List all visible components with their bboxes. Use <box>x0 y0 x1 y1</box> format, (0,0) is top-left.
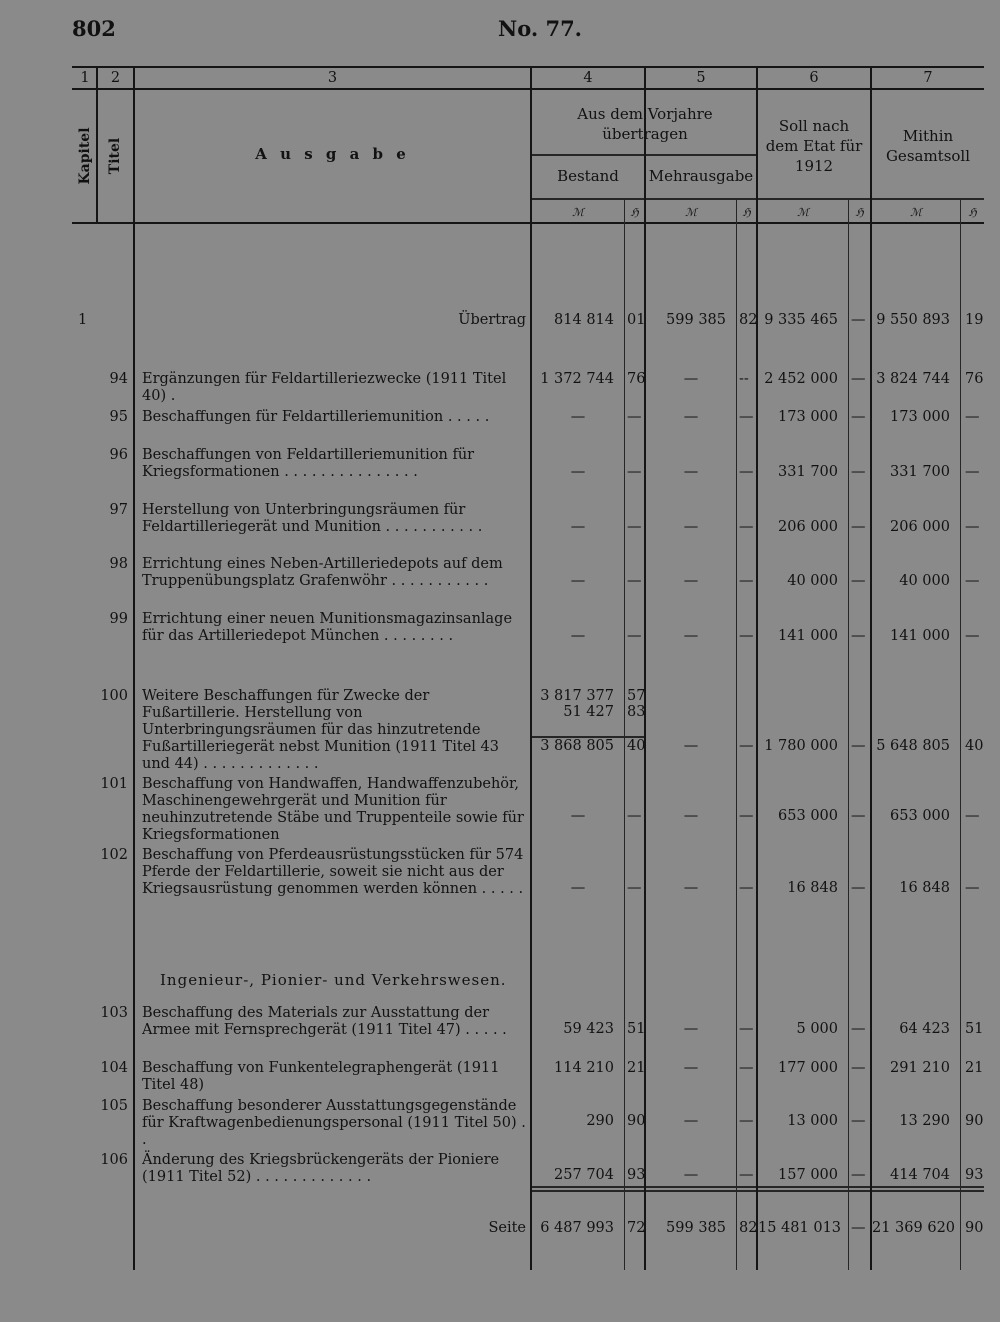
row-99-gesamt-pf: — <box>965 628 980 644</box>
row-101-mehr: — <box>683 808 699 824</box>
row-94-bestand-pf: 76 <box>627 371 646 387</box>
row-100-gesamt: 5 648 805 <box>876 738 950 754</box>
row-94-gesamt-pf: 76 <box>965 371 984 387</box>
column-number-rule <box>72 88 984 90</box>
pf-rule-5 <box>736 198 737 1270</box>
row-95-gesamt-pf: — <box>965 409 980 425</box>
uebertrag-mehr: 599 385 <box>666 312 726 328</box>
table-top-rule <box>72 66 984 68</box>
row-95-mehr: — <box>683 409 699 425</box>
col-rule-3 <box>530 66 532 1270</box>
row-96-gesamt: 331 700 <box>890 464 950 480</box>
colnum-5: 5 <box>696 70 706 86</box>
row-94-bestand: 1 372 744 <box>540 371 614 387</box>
row-98-mehr-pf: — <box>739 573 754 589</box>
row-104-text: Beschaffung von Funkentelegraphengerät (1911 Titel 48) <box>142 1060 500 1093</box>
row-99-bestand-pf: — <box>627 628 642 644</box>
row-102-text: Beschaffung von Pferdeausrüstungsstücken für 574 Pferde der Feldartillerie, soweit sie nicht aus der Kriegsausrüstung genommen werden können . . . . . <box>142 847 524 897</box>
row-94-soll: 2 452 000 <box>764 371 838 387</box>
seite-bestand-pf: 72 <box>627 1220 646 1236</box>
row-104-titel: 104 <box>100 1060 128 1076</box>
row-106-gesamt: 414 704 <box>890 1167 950 1183</box>
row-105-bestand: 290 <box>586 1113 614 1129</box>
row-95-gesamt: 173 000 <box>890 409 950 425</box>
row-104-bestand: 114 210 <box>554 1060 614 1076</box>
row-96-bestand: — <box>570 464 586 480</box>
row-102-titel: 102 <box>100 847 128 863</box>
col-rule-1 <box>96 66 98 222</box>
row-97-text: Herstellung von Unterbringungsräumen für Feldartilleriegerät und Munition . . . . . . . . . . . <box>142 502 483 535</box>
row-106-bestand-pf: 93 <box>627 1167 646 1183</box>
col-rule-6 <box>870 66 872 1270</box>
row-104-mehr-pf: — <box>739 1060 754 1076</box>
unit-pf-7: ℌ <box>968 206 977 219</box>
row-100-bestand-b-pf: 83 <box>627 704 646 720</box>
row-99-soll: 141 000 <box>778 628 838 644</box>
col-rule-5 <box>756 66 758 1270</box>
col-rule-4 <box>644 66 646 1270</box>
header-titel: Titel <box>107 137 123 175</box>
sum-rule <box>532 1186 984 1188</box>
row-97-mehr: — <box>683 519 699 535</box>
row-104-soll-pf: — <box>851 1060 866 1076</box>
pf-rule-7 <box>960 198 961 1270</box>
row-106-text: Änderung des Kriegsbrückengeräts der Pioniere (1911 Titel 52) . . . . . . . . . . . . . <box>142 1152 500 1185</box>
row-102-gesamt: 16 848 <box>899 880 950 896</box>
row-103-text: Beschaffung des Materials zur Ausstattung der Armee mit Fernsprechgerät (1911 Titel 47) . . . . . <box>142 1005 507 1038</box>
row-98-text: Errichtung eines Neben-Artilleriedepots auf dem Truppenübungsplatz Grafenwöhr . . . . . . . . . . . <box>142 556 503 589</box>
row-96-text: Beschaffungen von Feldartilleriemunition für Kriegsformationen . . . . . . . . . . . . . . . <box>142 447 475 480</box>
unit-mark-5: ℳ <box>685 206 697 219</box>
row-96-soll-pf: — <box>851 464 866 480</box>
row-96-gesamt-pf: — <box>965 464 980 480</box>
pf-rule-6 <box>848 198 849 1270</box>
header-mehrausgabe: Mehrausgabe <box>648 167 754 185</box>
row-94-soll-pf: — <box>851 371 866 387</box>
row-101-gesamt: 653 000 <box>890 808 950 824</box>
row-105-soll-pf: — <box>851 1113 866 1129</box>
row-105-gesamt-pf: 90 <box>965 1113 984 1129</box>
row-100-mehr: — <box>683 738 699 754</box>
col-rule-2 <box>133 66 135 1270</box>
row-102-bestand: — <box>570 880 586 896</box>
pf-rule-4 <box>624 198 625 1270</box>
unit-pf-5: ℌ <box>742 206 751 219</box>
row-100-bestand-b: 51 427 <box>563 704 614 720</box>
row-100-soll-pf: — <box>851 738 866 754</box>
seite-mehr: 599 385 <box>666 1220 726 1236</box>
row-101-soll-pf: — <box>851 808 866 824</box>
row-102-soll: 16 848 <box>787 880 838 896</box>
row-96-soll: 331 700 <box>778 464 838 480</box>
row-94-mehr-pf: -- <box>739 371 749 387</box>
row-96-bestand-pf: — <box>627 464 642 480</box>
row-105-gesamt: 13 290 <box>899 1113 950 1129</box>
row-105-text: Beschaffung besonderer Ausstattungsgegenstände für Kraftwagenbedienungspersonal (1911 Titel 50) . . <box>142 1098 526 1148</box>
row-97-bestand-pf: — <box>627 519 642 535</box>
seite-soll-pf: — <box>851 1220 866 1236</box>
unit-pf-6: ℌ <box>855 206 864 219</box>
row-95-mehr-pf: — <box>739 409 754 425</box>
row-99-gesamt: 141 000 <box>890 628 950 644</box>
row-100-gesamt-pf: 40 <box>965 738 984 754</box>
header-mithin: Mithin Gesamtsoll <box>885 127 971 165</box>
row-96-mehr-pf: — <box>739 464 754 480</box>
row-99-mehr: — <box>683 628 699 644</box>
uebertrag-mehr-pf: 82 <box>739 312 758 328</box>
row-98-gesamt: 40 000 <box>899 573 950 589</box>
row-106-mehr: — <box>683 1167 699 1183</box>
uebertrag-gesamt: 9 550 893 <box>876 312 950 328</box>
uebertrag-bestand-pf: 01 <box>627 312 646 328</box>
colnum-1: 1 <box>80 70 90 86</box>
row-97-gesamt: 206 000 <box>890 519 950 535</box>
row-106-titel: 106 <box>100 1152 128 1168</box>
row-98-gesamt-pf: — <box>965 573 980 589</box>
row-100-soll: 1 780 000 <box>764 738 838 754</box>
unit-mark-4: ℳ <box>572 206 584 219</box>
row-104-gesamt: 291 210 <box>890 1060 950 1076</box>
row-98-bestand: — <box>570 573 586 589</box>
uebertrag-label: Übertrag <box>458 312 526 328</box>
row-100-bestand-pf: 40 <box>627 738 646 754</box>
row-99-bestand: — <box>570 628 586 644</box>
row-97-soll: 206 000 <box>778 519 838 535</box>
row-104-bestand-pf: 21 <box>627 1060 646 1076</box>
row-101-gesamt-pf: — <box>965 808 980 824</box>
header-vorjahre: Aus dem Vorjahre übertragen <box>577 105 713 143</box>
row-103-bestand: 59 423 <box>563 1021 614 1037</box>
colnum-4: 4 <box>583 70 593 86</box>
row-106-mehr-pf: — <box>739 1167 754 1183</box>
row-97-bestand: — <box>570 519 586 535</box>
unit-pf-4: ℌ <box>630 206 639 219</box>
row-102-bestand-pf: — <box>627 880 642 896</box>
row-98-bestand-pf: — <box>627 573 642 589</box>
row-103-mehr: — <box>683 1021 699 1037</box>
row-103-gesamt-pf: 51 <box>965 1021 984 1037</box>
row-95-titel: 95 <box>109 409 128 425</box>
row-94-mehr: — <box>683 371 699 387</box>
row-106-bestand: 257 704 <box>554 1167 614 1183</box>
row-98-soll-pf: — <box>851 573 866 589</box>
row-102-mehr-pf: — <box>739 880 754 896</box>
row-95-bestand-pf: — <box>627 409 642 425</box>
page-number: 802 <box>72 16 116 41</box>
seite-bestand: 6 487 993 <box>540 1220 614 1236</box>
colnum-2: 2 <box>110 70 121 86</box>
row-96-titel: 96 <box>109 447 128 463</box>
row-95-soll: 173 000 <box>778 409 838 425</box>
row-102-gesamt-pf: — <box>965 880 980 896</box>
row-101-mehr-pf: — <box>739 808 754 824</box>
row-97-titel: 97 <box>109 502 128 518</box>
uebertrag-bestand: 814 814 <box>554 312 614 328</box>
row-106-soll: 157 000 <box>778 1167 838 1183</box>
row-100-text: Weitere Beschaffungen für Zwecke der Fußartillerie. Herstellung von Unterbringungsräumen für das hinzutretende Fußartilleriegerät nebst Munition (1911 Titel 43 und 44) . . . . . . . . . . . . . <box>142 688 499 772</box>
row-94-gesamt: 3 824 744 <box>876 371 950 387</box>
row-103-soll: 5 000 <box>796 1021 838 1037</box>
kapitel-value: 1 <box>78 312 88 328</box>
row-103-bestand-pf: 51 <box>627 1021 646 1037</box>
row-97-gesamt-pf: — <box>965 519 980 535</box>
row-103-gesamt: 64 423 <box>899 1021 950 1037</box>
uebertrag-soll: 9 335 465 <box>764 312 838 328</box>
document-number: No. 77. <box>498 16 582 41</box>
unit-mark-6: ℳ <box>797 206 809 219</box>
row-102-mehr: — <box>683 880 699 896</box>
row-102-soll-pf: — <box>851 880 866 896</box>
row-103-soll-pf: — <box>851 1021 866 1037</box>
section-title: Ingenieur-, Pionier- und Verkehrswesen. <box>160 971 507 989</box>
row-98-mehr: — <box>683 573 699 589</box>
colnum-6: 6 <box>809 70 819 86</box>
row-105-bestand-pf: 90 <box>627 1113 646 1129</box>
row-101-soll: 653 000 <box>778 808 838 824</box>
header-bestand: Bestand <box>557 167 619 185</box>
row-99-soll-pf: — <box>851 628 866 644</box>
row-100-mehr-pf: — <box>739 738 754 754</box>
row-98-titel: 98 <box>109 556 128 572</box>
unit-mark-7: ℳ <box>910 206 922 219</box>
row-104-soll: 177 000 <box>778 1060 838 1076</box>
row-97-soll-pf: — <box>851 519 866 535</box>
row-101-bestand: — <box>570 808 586 824</box>
row-97-mehr-pf: — <box>739 519 754 535</box>
row-105-mehr-pf: — <box>739 1113 754 1129</box>
row-95-bestand: — <box>570 409 586 425</box>
row-105-mehr: — <box>683 1113 699 1129</box>
row-104-mehr: — <box>683 1060 699 1076</box>
row-101-titel: 101 <box>100 776 128 792</box>
seite-label: Seite <box>488 1220 526 1236</box>
row-105-titel: 105 <box>100 1098 128 1114</box>
row-94-titel: 94 <box>109 371 128 387</box>
colnum-7: 7 <box>923 70 933 86</box>
row-95-text: Beschaffungen für Feldartilleriemunition . . . . . <box>142 409 490 425</box>
seite-mehr-pf: 82 <box>739 1220 758 1236</box>
colnum-3: 3 <box>327 70 338 86</box>
row-104-gesamt-pf: 21 <box>965 1060 984 1076</box>
row-100-bestand-a-pf: 57 <box>627 688 646 704</box>
row-105-soll: 13 000 <box>787 1113 838 1129</box>
row-99-titel: 99 <box>109 611 128 627</box>
row-101-bestand-pf: — <box>627 808 642 824</box>
uebertrag-soll-pf: — <box>851 312 866 328</box>
row-100-titel: 100 <box>100 688 128 704</box>
row-96-mehr: — <box>683 464 699 480</box>
row-100-bestand-a: 3 817 377 <box>540 688 614 704</box>
row-99-text: Errichtung einer neuen Munitionsmagazinsanlage für das Artilleriedepot München . . . . . . . . <box>142 611 513 644</box>
unit-rule <box>532 198 984 200</box>
seite-gesamt: 21 369 620 <box>872 1220 956 1236</box>
row-95-soll-pf: — <box>851 409 866 425</box>
row-100-bestand: 3 868 805 <box>540 738 614 754</box>
uebertrag-gesamt-pf: 19 <box>965 312 984 328</box>
header-kapitel: Kapitel <box>77 127 93 185</box>
header-soll: Soll nach dem Etat für 1912 <box>765 117 863 175</box>
header-ausgabe: A u s g a b e <box>255 145 410 163</box>
row-106-soll-pf: — <box>851 1167 866 1183</box>
row-99-mehr-pf: — <box>739 628 754 644</box>
row-98-soll: 40 000 <box>787 573 838 589</box>
sum-rule-2 <box>532 1190 984 1192</box>
seite-soll: 15 481 013 <box>758 1220 842 1236</box>
seite-gesamt-pf: 90 <box>965 1220 984 1236</box>
row-103-mehr-pf: — <box>739 1021 754 1037</box>
row-94-text: Ergänzungen für Feldartilleriezwecke (1911 Titel 40) . <box>142 371 507 404</box>
row-101-text: Beschaffung von Handwaffen, Handwaffenzubehör, Maschinengewehrgerät und Munition für neuhinzutretende Stäbe und Truppenteile sowie für Kriegsformationen <box>142 776 524 843</box>
row-103-titel: 103 <box>100 1005 128 1021</box>
row-106-gesamt-pf: 93 <box>965 1167 984 1183</box>
